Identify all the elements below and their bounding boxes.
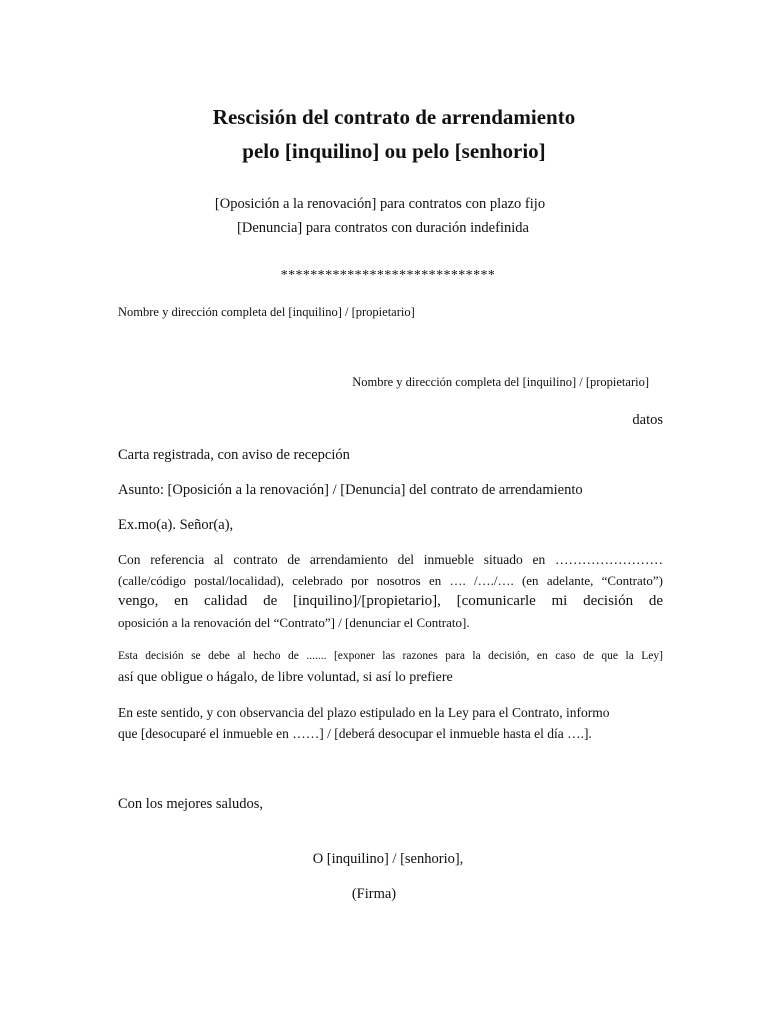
subtitle-line-1: [Oposición a la renovación] para contratos con plazo fijo xyxy=(214,196,546,212)
recipient-label: Nombre y dirección completa del [inquilino] / [propietario] xyxy=(352,375,649,389)
paragraph-vacate-line-2: que [desocuparé el inmueble en ……] / [deberá desocupar el inmueble hasta el día ….]. xyxy=(118,726,592,741)
paragraph-reason-line-1: Esta decisión se debe al hecho de ....... [exponer las razones para la decisión, en caso de que la Ley] xyxy=(118,650,663,662)
subtitle-line-2: [Denuncia] para contratos con duración indefinida xyxy=(237,220,529,236)
document-title xyxy=(0,100,768,168)
date-label: datos xyxy=(632,412,663,428)
title-line-1: Rescisión del contrato de arrendamiento xyxy=(212,105,576,129)
subtitle xyxy=(0,192,760,240)
sender-label: Nombre y dirección completa del [inquilino] / [propietario] xyxy=(118,305,415,319)
paragraph-vacate xyxy=(118,702,663,744)
paragraph-reason xyxy=(118,646,663,688)
salutation: Ex.mo(a). Señor(a), xyxy=(118,517,234,533)
separator: ***************************** xyxy=(280,268,496,283)
title-line-2: pelo [inquilino] ou pelo [senhorio] xyxy=(242,139,546,163)
closing: Con los mejores saludos, xyxy=(118,796,263,812)
signatory: O [inquilino] / [senhorio], xyxy=(312,851,464,867)
paragraph-reason-line-2: así que obligue o hágalo, de libre voluntad, si así lo prefiere xyxy=(118,670,453,685)
signature-placeholder: (Firma) xyxy=(351,886,397,902)
registered-mail-note: Carta registrada, con aviso de recepción xyxy=(118,447,350,463)
paragraph-reference-line-4: oposición a la renovación del “Contrato”] / [denunciar el Contrato]. xyxy=(118,615,470,630)
subject-line: Asunto: [Oposición a la renovación] / [Denuncia] del contrato de arrendamiento xyxy=(118,482,583,498)
paragraph-reference xyxy=(118,549,663,633)
paragraph-reference-line-2: (calle/código postal/localidad), celebrado por nosotros en …. /…./…. (en adelante, “Contrato”) xyxy=(118,573,663,588)
paragraph-reference-line-3: vengo, en calidad de [inquilino]/[propietario], [comunicarle mi decisión de xyxy=(118,593,663,609)
paragraph-vacate-line-1: En este sentido, y con observancia del plazo estipulado en la Ley para el Contrato, informo xyxy=(118,705,610,720)
paragraph-reference-line-1: Con referencia al contrato de arrendamiento del inmueble situado en …………………… xyxy=(118,552,663,567)
